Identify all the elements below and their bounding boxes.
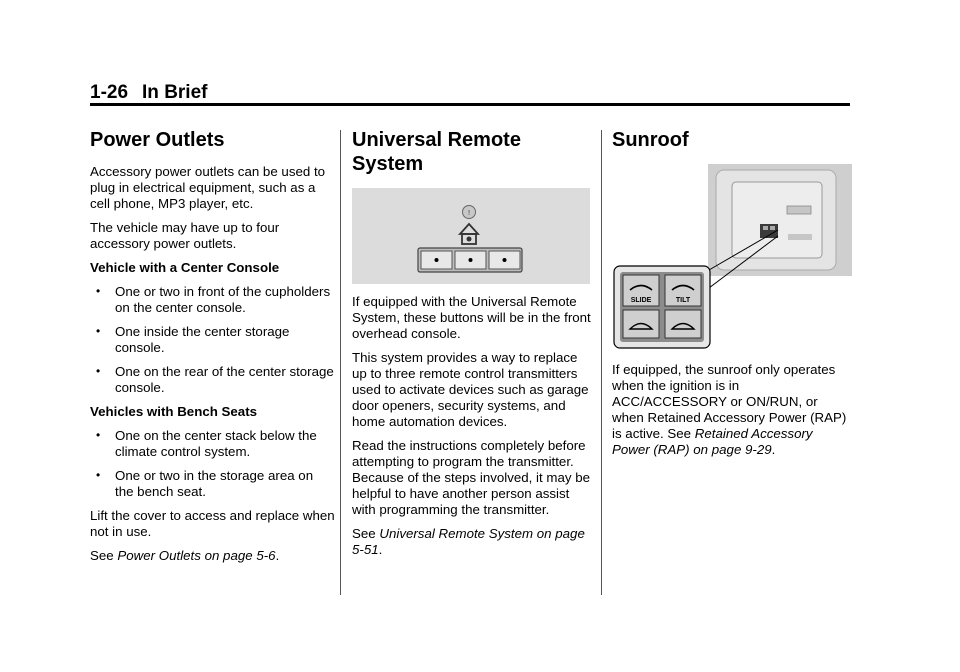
remote-button-2[interactable] <box>455 251 486 269</box>
slide-label: SLIDE <box>630 297 652 304</box>
power-outlets-heading: Power Outlets <box>90 129 225 151</box>
sunroof-slide-close-button[interactable] <box>623 310 659 338</box>
center-console-list <box>90 284 335 396</box>
column-divider-2 <box>601 130 602 595</box>
remote-paragraph-3: Read the instructions completely before attempting to program the transmitter. Because of the steps involved, it may be helpful to have another person assist with programming the transmitter. <box>352 438 591 517</box>
sunroof-reference-link[interactable]: Retained Accessory Power (RAP) on page 9-29 <box>612 426 813 457</box>
universal-remote-figure <box>352 188 590 284</box>
column-divider-1 <box>340 130 341 595</box>
remote-reference-link[interactable]: Universal Remote System on page 5-51 <box>352 526 585 557</box>
page-number: 1-26 <box>90 82 129 103</box>
homelink-indicator-icon <box>463 206 476 219</box>
sunroof-section <box>612 128 852 466</box>
bullet-icon: • <box>96 324 101 338</box>
universal-remote-section <box>352 128 592 566</box>
sunroof-figure <box>612 164 852 354</box>
section-title: In Brief <box>142 82 208 103</box>
header-rule <box>90 103 850 106</box>
sunroof-tilt-button[interactable] <box>665 275 701 306</box>
power-outlets-intro: Accessory power outlets can be used to plug in electrical equipment, such as a cell phone, MP3 player, etc. <box>90 164 326 211</box>
remote-button-1[interactable] <box>421 251 452 269</box>
list-item: • One inside the center storage console. <box>96 324 290 355</box>
tilt-label: TILT <box>675 297 691 304</box>
power-outlets-section <box>90 128 335 572</box>
universal-remote-heading: Universal Remote System <box>352 129 521 175</box>
sunroof-tilt-close-button[interactable] <box>665 310 701 338</box>
page-header <box>90 82 207 104</box>
power-outlets-count: The vehicle may have up to four accessory power outlets. <box>90 220 280 251</box>
bullet-icon: • <box>96 428 101 442</box>
svg-text:!: ! <box>467 209 471 217</box>
sunroof-heading: Sunroof <box>612 129 689 151</box>
bullet-icon: • <box>96 284 101 298</box>
power-outlets-reference-link[interactable]: Power Outlets on page 5-6 <box>117 548 276 563</box>
list-item: • One or two in the storage area on the bench seat. <box>96 468 314 499</box>
bullet-icon: • <box>96 364 101 378</box>
remote-paragraph-1: If equipped with the Universal Remote System, these buttons will be in the front overhead console. <box>352 294 591 341</box>
sunroof-paragraph: If equipped, the sunroof only operates when the ignition is in ACC/ACCESSORY or ON/RUN, or when Retained Accessory Power (RAP) is active. See Retained Accessory Power (RAP) on page 9-29. <box>612 362 847 457</box>
remote-button-3[interactable] <box>489 251 520 269</box>
list-item: • One on the rear of the center storage console. <box>96 364 334 395</box>
bench-seats-list <box>90 428 335 500</box>
remote-see-also: See Universal Remote System on page 5-51. <box>352 526 585 557</box>
sunroof-slide-button[interactable] <box>623 275 659 306</box>
list-item: • One on the center stack below the climate control system. <box>96 428 317 459</box>
power-outlets-see-also: See Power Outlets on page 5-6. <box>90 548 280 563</box>
remote-paragraph-2: This system provides a way to replace up to three remote control transmitters used to activate devices such as garage door openers, security systems, and home automation devices. <box>352 350 589 429</box>
cover-text: Lift the cover to access and replace when not in use. <box>90 508 335 539</box>
list-item: • One or two in front of the cupholders on the center console. <box>96 284 331 315</box>
bench-seats-heading: Vehicles with Bench Seats <box>90 404 258 419</box>
bullet-icon: • <box>96 468 101 482</box>
center-console-heading: Vehicle with a Center Console <box>90 260 280 275</box>
